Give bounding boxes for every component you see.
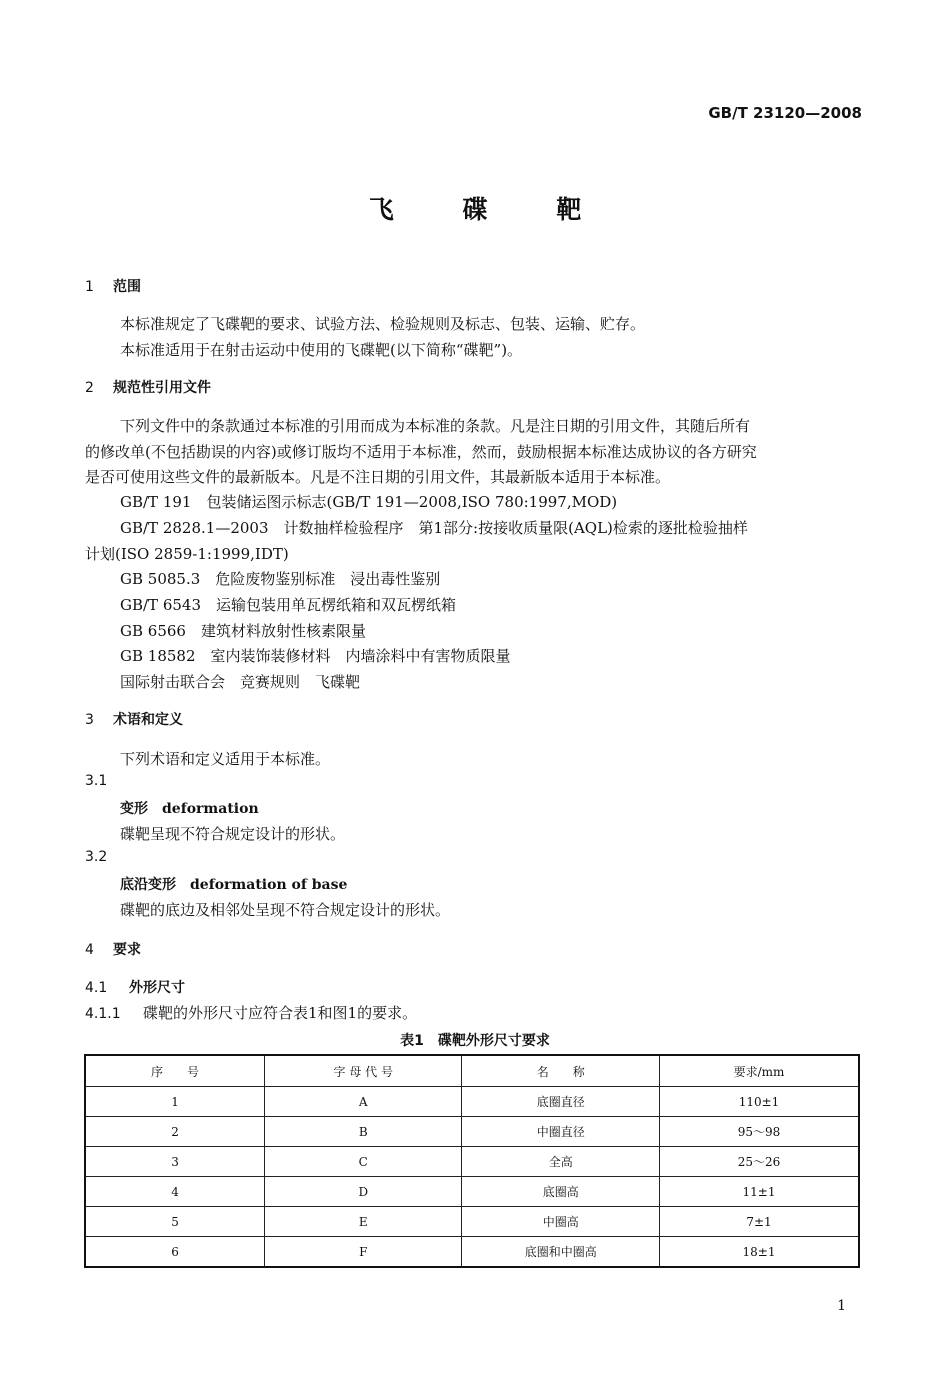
reference-item: GB 6566 建筑材料放射性核素限量 xyxy=(120,622,366,640)
section-heading-terms: 3 术语和定义 xyxy=(85,712,183,728)
reference-item: GB/T 191 包装储运图示标志(GB/T 191—2008,ISO 780:1997,MOD) xyxy=(120,493,618,511)
table-cell: 5 xyxy=(85,1207,265,1237)
table-cell: D xyxy=(265,1177,462,1207)
table-row xyxy=(85,1147,859,1177)
term-number: 3.2 xyxy=(85,849,108,865)
table-cell: 3 xyxy=(85,1147,265,1177)
title-char: 碟 xyxy=(462,195,488,224)
table-row xyxy=(85,1117,859,1147)
reference-item: GB/T 2828.1—2003 计数抽样检验程序 第1部分:按接收质量限(AQL)检索的逐批检验抽样 xyxy=(120,519,748,537)
page-number: 1 xyxy=(837,1298,846,1314)
table-cell: 1 xyxy=(85,1087,265,1117)
table-row xyxy=(85,1177,859,1207)
table-cell: 全高 xyxy=(462,1147,660,1177)
table-row xyxy=(85,1087,859,1117)
dimensions-table xyxy=(84,1054,860,1268)
table-cell: 25～26 xyxy=(659,1147,859,1177)
table-cell: B xyxy=(265,1117,462,1147)
table-cell: A xyxy=(265,1087,462,1117)
table-cell: 110±1 xyxy=(659,1087,859,1117)
reference-item: GB 5085.3 危险废物鉴别标准 浸出毒性鉴别 xyxy=(120,570,441,588)
term-definition: 碟靶呈现不符合规定设计的形状。 xyxy=(120,825,346,843)
table-cell: 底圈和中圈高 xyxy=(462,1237,660,1268)
section-heading-scope: 1 范围 xyxy=(85,279,141,295)
term-definition: 碟靶的底边及相邻处呈现不符合规定设计的形状。 xyxy=(120,901,451,919)
paragraph: 下列文件中的条款通过本标准的引用而成为本标准的条款。凡是注日期的引用文件，其随后所有 xyxy=(120,417,751,435)
paragraph: 本标准规定了飞碟靶的要求、试验方法、检验规则及标志、包装、运输、贮存。 xyxy=(120,315,646,333)
reference-item: GB 18582 室内装饰装修材料 内墙涂料中有害物质限量 xyxy=(120,647,511,665)
section-heading-normative-references: 2 规范性引用文件 xyxy=(85,380,211,396)
term-name: 底沿变形 deformation of base xyxy=(120,877,348,893)
paragraph: 的修改单(不包括勘误的内容)或修订版均不适用于本标准，然而，鼓励根据本标准达成协议的各方研究 xyxy=(85,443,757,461)
column-header: 名 称 xyxy=(462,1055,660,1087)
document-title xyxy=(0,190,950,226)
table-cell: E xyxy=(265,1207,462,1237)
column-header: 字 母 代 号 xyxy=(265,1055,462,1087)
term-number: 3.1 xyxy=(85,773,108,789)
term-name: 变形 deformation xyxy=(120,801,259,817)
reference-item: GB/T 6543 运输包装用单瓦楞纸箱和双瓦楞纸箱 xyxy=(120,596,457,614)
table-cell: 95～98 xyxy=(659,1117,859,1147)
table-cell: 4 xyxy=(85,1177,265,1207)
table-cell: 18±1 xyxy=(659,1237,859,1268)
column-header: 要求/mm xyxy=(659,1055,859,1087)
table-cell: F xyxy=(265,1237,462,1268)
table-row xyxy=(85,1237,859,1268)
paragraph: 本标准适用于在射击运动中使用的飞碟靶(以下简称“碟靶”)。 xyxy=(120,341,523,359)
table-cell: 底圈直径 xyxy=(462,1087,660,1117)
table-title: 表1 碟靶外形尺寸要求 xyxy=(400,1033,550,1049)
table-cell: 11±1 xyxy=(659,1177,859,1207)
standard-number: GB/T 23120—2008 xyxy=(708,104,862,122)
title-char: 飞 xyxy=(368,195,394,224)
paragraph: 是否可使用这些文件的最新版本。凡是不注日期的引用文件，其最新版本适用于本标准。 xyxy=(85,468,671,486)
clause: 4.1.1 碟靶的外形尺寸应符合表1和图1的要求。 xyxy=(85,1004,418,1022)
table-cell: C xyxy=(265,1147,462,1177)
column-header: 序 号 xyxy=(85,1055,265,1087)
table-cell: 中圈直径 xyxy=(462,1117,660,1147)
title-char: 靶 xyxy=(556,195,582,224)
table-header-row xyxy=(85,1055,859,1087)
table-row xyxy=(85,1207,859,1237)
reference-item: 计划(ISO 2859-1:1999,IDT) xyxy=(85,545,289,563)
table-cell: 6 xyxy=(85,1237,265,1268)
paragraph: 下列术语和定义适用于本标准。 xyxy=(120,750,331,768)
table-cell: 7±1 xyxy=(659,1207,859,1237)
reference-item: 国际射击联合会 竞赛规则 飞碟靶 xyxy=(120,673,361,691)
section-heading-requirements: 4 要求 xyxy=(85,942,141,958)
table-cell: 底圈高 xyxy=(462,1177,660,1207)
table-cell: 2 xyxy=(85,1117,265,1147)
table-cell: 中圈高 xyxy=(462,1207,660,1237)
subsection-heading: 4.1 外形尺寸 xyxy=(85,980,185,996)
